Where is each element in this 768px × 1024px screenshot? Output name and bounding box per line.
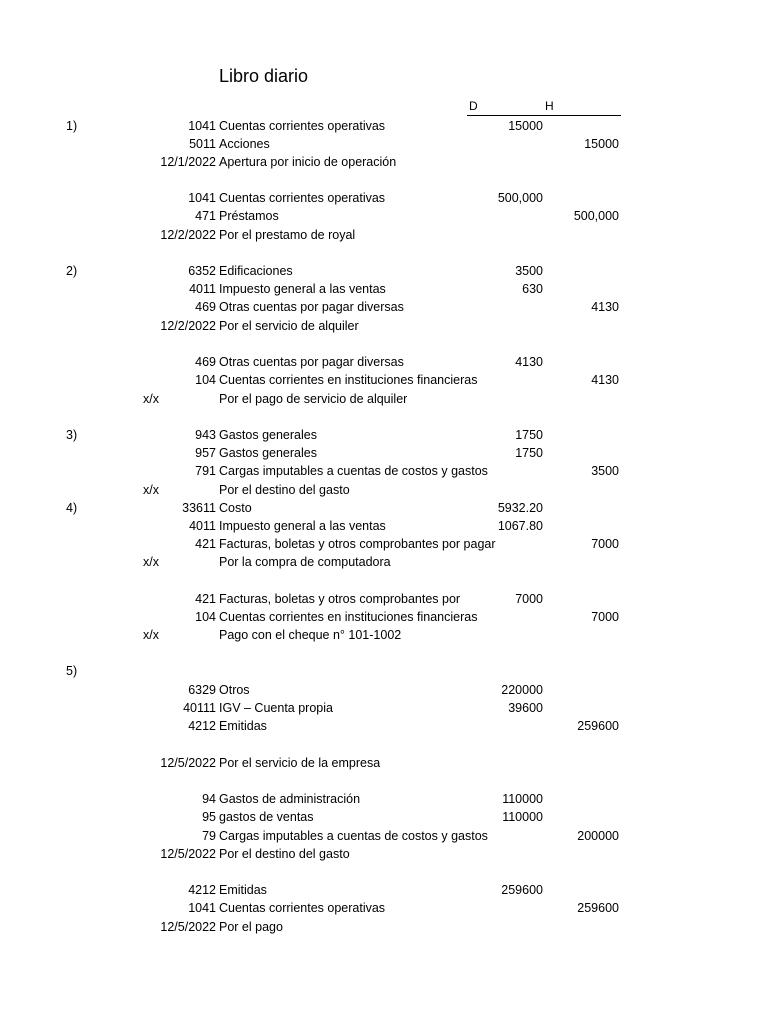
journal-row — [0, 262, 768, 280]
account-code: 79 — [202, 829, 216, 843]
credit-amount: 4130 — [591, 373, 619, 387]
account-code: 104 — [195, 373, 216, 387]
journal-row — [0, 317, 768, 335]
journal-row — [0, 189, 768, 207]
account-description: Cuentas corrientes en instituciones financieras — [219, 610, 478, 624]
journal-row — [0, 298, 768, 316]
journal-row — [0, 390, 768, 408]
journal-row — [0, 608, 768, 626]
credit-amount: 7000 — [591, 537, 619, 551]
account-code: 12/5/2022 — [160, 920, 216, 934]
account-code: 421 — [195, 537, 216, 551]
entry-mark: x/x — [143, 483, 159, 497]
journal-row — [0, 517, 768, 535]
entry-number: 3) — [66, 428, 78, 442]
debit-header: D — [469, 99, 478, 113]
account-code: 469 — [195, 355, 216, 369]
account-description: Por el servicio de alquiler — [219, 319, 359, 333]
account-code: 12/2/2022 — [160, 228, 216, 242]
account-description: Impuesto general a las ventas — [219, 282, 386, 296]
page-title: Libro diario — [219, 66, 309, 86]
account-description: IGV – Cuenta propia — [219, 701, 333, 715]
account-code: 4011 — [189, 519, 216, 533]
credit-amount: 200000 — [577, 829, 619, 843]
account-description: Facturas, boletas y otros comprobantes por — [219, 592, 461, 606]
debit-amount: 3500 — [515, 264, 543, 278]
account-description: Gastos de administración — [219, 792, 361, 806]
account-code: 12/5/2022 — [160, 756, 216, 770]
account-code: 5011 — [189, 137, 216, 151]
account-code: 4212 — [188, 883, 216, 897]
debit-amount: 500,000 — [497, 191, 543, 205]
account-code: 1041 — [188, 119, 216, 133]
journal-row — [0, 153, 768, 171]
journal-row — [0, 426, 768, 444]
account-description: Otras cuentas por pagar diversas — [219, 300, 404, 314]
journal-row — [0, 790, 768, 808]
header-underline — [467, 115, 621, 116]
journal-row — [0, 681, 768, 699]
journal-row — [0, 899, 768, 917]
journal-row — [0, 918, 768, 936]
journal-row — [0, 371, 768, 389]
account-code: 1041 — [188, 901, 216, 915]
account-code: 12/2/2022 — [160, 319, 216, 333]
journal-row — [0, 207, 768, 225]
account-description: Cuentas corrientes operativas — [219, 191, 386, 205]
journal-row — [0, 226, 768, 244]
journal-row — [0, 845, 768, 863]
account-description: Préstamos — [219, 209, 279, 223]
entry-number: 4) — [66, 501, 78, 515]
journal-row — [0, 699, 768, 717]
entry-mark: x/x — [143, 555, 159, 569]
entry-number: 5) — [66, 664, 78, 678]
account-code: 94 — [202, 792, 216, 806]
journal-row — [0, 499, 768, 517]
credit-header: H — [545, 99, 554, 113]
journal-row — [0, 444, 768, 462]
account-code: 471 — [195, 209, 216, 223]
journal-row — [0, 481, 768, 499]
journal-row — [0, 535, 768, 553]
account-description: Por el servicio de la empresa — [219, 756, 381, 770]
account-code: 12/1/2022 — [160, 155, 216, 169]
debit-amount: 1067.80 — [497, 519, 543, 533]
account-code: 104 — [195, 610, 216, 624]
account-description: Emitidas — [219, 719, 267, 733]
credit-amount: 7000 — [591, 610, 619, 624]
entry-mark: x/x — [143, 628, 159, 642]
account-code: 6352 — [188, 264, 216, 278]
debit-amount: 1750 — [515, 428, 543, 442]
entry-mark: x/x — [143, 392, 159, 406]
credit-amount: 259600 — [577, 719, 619, 733]
account-description: Por el destino del gasto — [219, 847, 350, 861]
journal-row — [0, 626, 768, 644]
account-description: Edificaciones — [219, 264, 293, 278]
debit-amount: 4130 — [515, 355, 543, 369]
account-description: Gastos generales — [219, 446, 317, 460]
debit-amount: 110000 — [502, 792, 543, 806]
debit-amount: 39600 — [508, 701, 543, 715]
journal-row — [0, 353, 768, 371]
credit-amount: 3500 — [591, 464, 619, 478]
account-description: Por la compra de computadora — [219, 555, 391, 569]
account-code: 33611 — [182, 501, 216, 515]
debit-amount: 7000 — [515, 592, 543, 606]
account-code: 1041 — [188, 191, 216, 205]
account-description: Facturas, boletas y otros comprobantes por pagar — [219, 537, 496, 551]
account-description: Cargas imputables a cuentas de costos y gastos — [219, 464, 488, 478]
account-code: 943 — [195, 428, 216, 442]
account-description: Por el prestamo de royal — [219, 228, 356, 242]
journal-row — [0, 117, 768, 135]
account-code: 40111 — [183, 701, 216, 715]
account-description: Por el pago de servicio de alquiler — [219, 392, 408, 406]
account-description: Otras cuentas por pagar diversas — [219, 355, 404, 369]
account-code: 12/5/2022 — [160, 847, 216, 861]
account-description: Pago con el cheque n° 101-1002 — [219, 628, 402, 642]
credit-amount: 500,000 — [573, 209, 619, 223]
account-description: Acciones — [219, 137, 270, 151]
account-code: 957 — [195, 446, 216, 460]
debit-amount: 5932.20 — [497, 501, 543, 515]
journal-row — [0, 135, 768, 153]
debit-amount: 1750 — [515, 446, 543, 460]
account-description: Por el destino del gasto — [219, 483, 350, 497]
account-description: Cargas imputables a cuentas de costos y gastos — [219, 829, 488, 843]
account-description: Por el pago — [219, 920, 283, 934]
account-code: 791 — [195, 464, 216, 478]
account-code: 469 — [195, 300, 216, 314]
account-description: Cuentas corrientes operativas — [219, 119, 386, 133]
journal-row — [0, 754, 768, 772]
debit-amount: 630 — [522, 282, 543, 296]
account-code: 4212 — [188, 719, 216, 733]
account-description: Apertura por inicio de operación — [219, 155, 397, 169]
account-description: Cuentas corrientes operativas — [219, 901, 386, 915]
account-description: Emitidas — [219, 883, 267, 897]
debit-amount: 15000 — [508, 119, 543, 133]
debit-amount: 220000 — [501, 683, 543, 697]
journal-row — [0, 590, 768, 608]
entry-number: 2) — [66, 264, 78, 278]
account-description: Gastos generales — [219, 428, 317, 442]
credit-amount: 15000 — [584, 137, 619, 151]
account-code: 6329 — [188, 683, 216, 697]
credit-amount: 4130 — [591, 300, 619, 314]
entry-number: 1) — [66, 119, 78, 133]
account-description: Otros — [219, 683, 250, 697]
journal-row — [0, 280, 768, 298]
debit-amount: 259600 — [501, 883, 543, 897]
account-description: Impuesto general a las ventas — [219, 519, 386, 533]
journal-row — [0, 717, 768, 735]
account-description: Costo — [219, 501, 252, 515]
debit-amount: 110000 — [502, 810, 543, 824]
journal-row — [0, 827, 768, 845]
account-code: 4011 — [189, 282, 216, 296]
journal-row — [0, 553, 768, 571]
account-description: gastos de ventas — [219, 810, 314, 824]
account-code: 421 — [195, 592, 216, 606]
journal-row — [0, 462, 768, 480]
credit-amount: 259600 — [577, 901, 619, 915]
journal-row — [0, 808, 768, 826]
account-code: 95 — [202, 810, 216, 824]
journal-row — [0, 662, 768, 680]
account-description: Cuentas corrientes en instituciones financieras — [219, 373, 478, 387]
journal-row — [0, 881, 768, 899]
